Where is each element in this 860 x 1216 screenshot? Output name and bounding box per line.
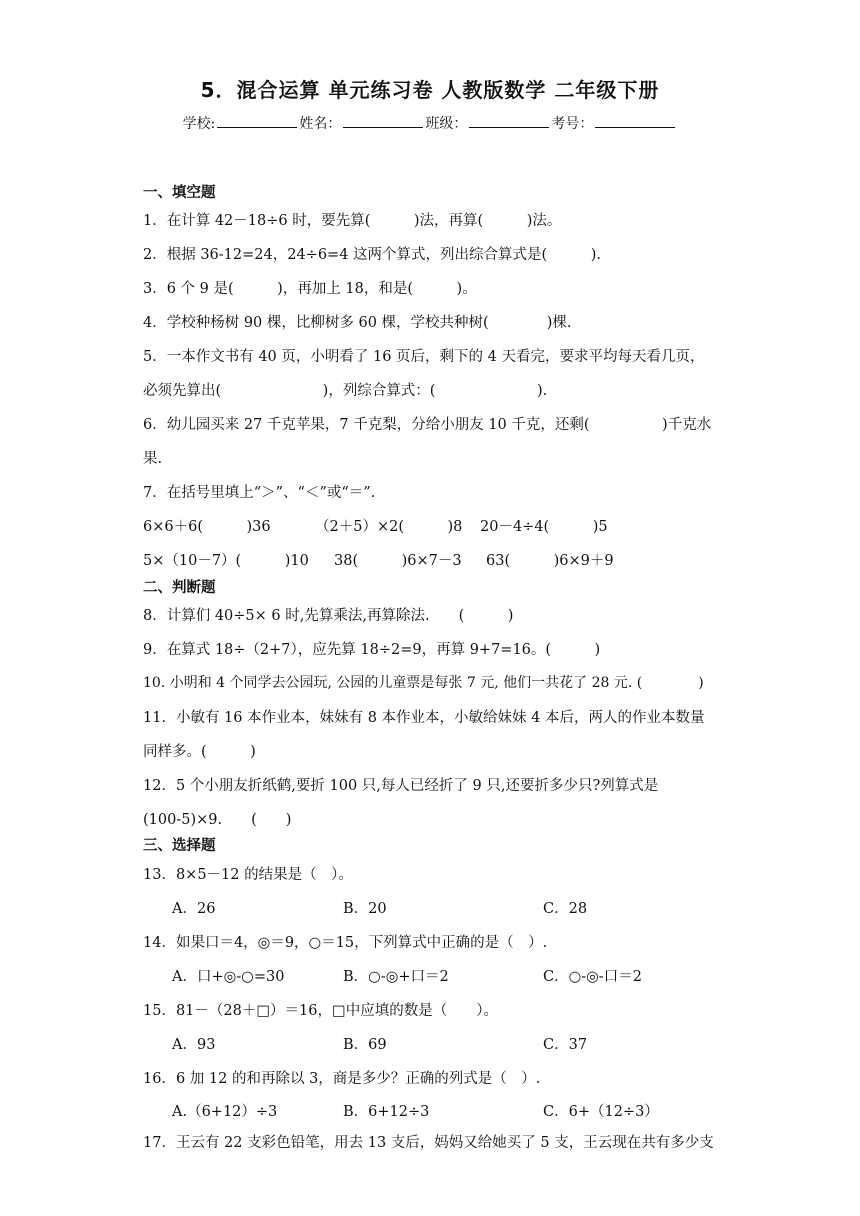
compare-item-4: 5×（10－7）( )10 (143, 553, 309, 569)
question-13-option-a[interactable]: A．26 (172, 901, 216, 917)
question-14-option-b[interactable]: B．○-◎+口＝2 (343, 969, 449, 985)
question-7: 7．在括号里填上“＞”、“＜”或“＝”. (143, 485, 376, 501)
class-blank[interactable] (469, 113, 549, 128)
question-9: 9．在算式 18÷（2+7），应先算 18÷2=9，再算 9+7=16。( ) (143, 642, 601, 658)
question-2: 2．根据 36-12=24，24÷6=4 这两个算式，列出综合算式是( ). (143, 247, 601, 263)
question-11-line-1: 11．小敏有 16 本作业本，妹妹有 8 本作业本，小敏给妹妹 4 本后，两人的作业本数量 (143, 710, 705, 726)
section-fill-blank: 一、填空题 (143, 185, 216, 201)
question-15-option-a[interactable]: A．93 (172, 1037, 216, 1053)
question-6-line-2: 果. (143, 451, 163, 467)
section-true-false: 二、判断题 (143, 580, 216, 596)
question-13-option-c[interactable]: C．28 (543, 901, 588, 917)
question-12-line-1: 12．5 个小朋友折纸鹤,要折 100 只,每人已经折了 9 只,还要折多少只?列算式是 (143, 778, 659, 794)
name-blank[interactable] (343, 113, 423, 128)
compare-item-6: 63( )6×9＋9 (486, 553, 614, 569)
question-16-option-c[interactable]: C．6+（12÷3） (543, 1104, 659, 1120)
question-15: 15．81－（28＋□）＝16，□中应填的数是（ ）。 (143, 1003, 498, 1019)
student-info-line (0, 113, 860, 133)
question-5-line-2: 必须先算出( )，列综合算式：( ). (143, 383, 548, 399)
question-12-line-2: (100-5)×9. ( ) (143, 812, 292, 828)
compare-item-1: 6×6＋6( )36 (143, 519, 271, 535)
school-label: 学校: (182, 116, 216, 132)
question-1: 1．在计算 42－18÷6 时，要先算( )法，再算( )法。 (143, 213, 562, 229)
question-4: 4．学校种杨树 90 棵，比柳树多 60 棵，学校共种树( )棵. (143, 315, 572, 331)
question-15-option-b[interactable]: B．69 (343, 1037, 387, 1053)
question-17: 17．王云有 22 支彩色铅笔，用去 13 支后，妈妈又给她买了 5 支，王云现在共有多少支 (143, 1135, 714, 1151)
compare-item-2: （2＋5）×2( )8 (315, 519, 463, 535)
question-8: 8．计算们 40÷5× 6 时,先算乘法,再算除法. ( ) (143, 608, 514, 624)
question-11-line-2: 同样多。( ) (143, 744, 256, 760)
question-6-line-1: 6．幼儿园买来 27 千克苹果，7 千克梨，分给小朋友 10 千克，还剩( )千克水 (143, 417, 712, 433)
question-14-option-a[interactable]: A．口+◎-○=30 (172, 969, 285, 985)
number-blank[interactable] (595, 113, 675, 128)
page-title: 5．混合运算 单元练习卷 人教版数学 二年级下册 (200, 78, 660, 102)
question-15-option-c[interactable]: C．37 (543, 1037, 588, 1053)
question-16-option-b[interactable]: B．6+12÷3 (343, 1104, 430, 1120)
school-blank[interactable] (217, 113, 297, 128)
question-16: 16．6 加 12 的和再除以 3，商是多少？正确的列式是（ ）. (143, 1071, 541, 1087)
question-14-option-c[interactable]: C．○-◎-口＝2 (543, 969, 642, 985)
compare-item-3: 20－4÷4( )5 (480, 519, 608, 535)
question-16-option-a[interactable]: A.（6+12）÷3 (172, 1104, 278, 1120)
number-label: 考号： (551, 116, 594, 132)
section-multiple-choice: 三、选择题 (143, 838, 216, 854)
question-13: 13．8×5－12 的结果是（ ）。 (143, 867, 353, 883)
class-label: 班级： (425, 116, 468, 132)
question-3: 3．6 个 9 是( )，再加上 18，和是( )。 (143, 281, 477, 297)
question-5-line-1: 5．一本作文书有 40 页，小明看了 16 页后，剩下的 4 天看完，要求平均每天看几页， (143, 349, 705, 365)
question-10: 10. 小明和 4 个同学去公园玩, 公园的儿童票是每张 7 元, 他们一共花了 28 元. ( ) (143, 675, 704, 691)
name-label: 姓名： (299, 116, 342, 132)
question-13-option-b[interactable]: B．20 (343, 901, 387, 917)
compare-item-5: 38( )6×7－3 (334, 553, 462, 569)
question-14: 14．如果口＝4，◎＝9，○＝15，下列算式中正确的是（ ）. (143, 935, 548, 951)
